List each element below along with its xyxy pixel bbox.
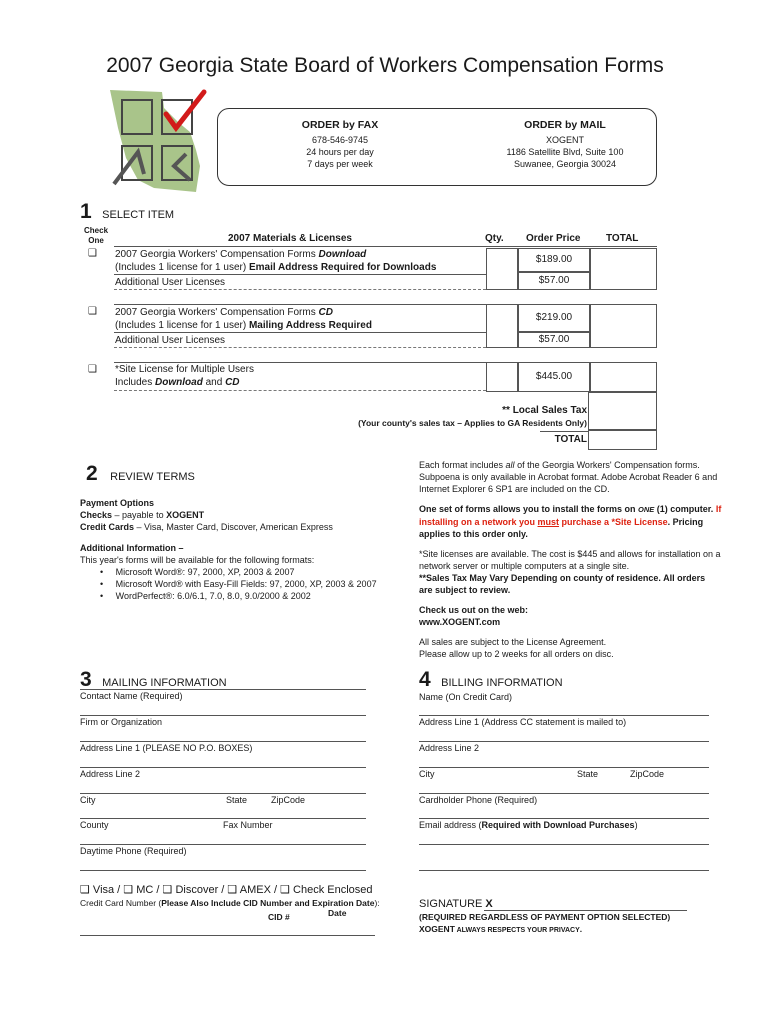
r1b: all [505, 460, 515, 470]
visa-label: Visa / [89, 884, 124, 896]
amex-label: AMEX / [237, 884, 281, 896]
r4c: (1) computer. [654, 504, 716, 514]
order-mail-heading: ORDER by MAIL [524, 119, 606, 131]
r9: **Sales Tax May Vary Depending on county of residence. All orders [419, 573, 706, 583]
section3-number: 3 [80, 668, 92, 691]
order-fax [270, 119, 410, 170]
r5a: installing on a network you [419, 517, 538, 527]
payment-heading: Payment Options [80, 498, 155, 508]
one-label: One [88, 236, 104, 245]
mail-city: Suwanee, Georgia 30024 [513, 159, 617, 169]
mail-state-field[interactable]: State [226, 795, 248, 805]
signature-x: X [485, 898, 493, 910]
section2-title: REVIEW TERMS [110, 471, 195, 483]
format-item: Microsoft Word®: 97, 2000, XP, 2003 & 2007 [115, 567, 295, 577]
date-field[interactable]: Date [328, 908, 347, 918]
signature-field[interactable] [419, 898, 493, 910]
format-list: • Microsoft Word®: 97, 2000, XP, 2003 & 2007 • Microsoft Word® with Easy-Fill Fields: 97, 2000, XP, 2003 & 2007 • WordPerfect®: 6.0/6.1, 7.0, 8.0, 9.0/2000 & 2002 [100, 567, 377, 601]
tax-cell[interactable] [588, 392, 657, 430]
email-a: Email address ( [419, 820, 482, 830]
item2-total-cell [590, 304, 657, 348]
checks-text: – payable to [112, 510, 167, 520]
item2-line1: 2007 Georgia Workers' Compensation Forms [115, 307, 319, 318]
r7: *Site licenses are available. The cost is $445 and allows for installation on a [419, 549, 721, 559]
check-label: Check [84, 226, 109, 235]
item1-desc [115, 248, 436, 274]
billing-addr2-field[interactable]: Address Line 2 [419, 743, 480, 753]
mail-street: 1186 Satellite Blvd, Suite 100 [506, 147, 624, 157]
item3-line1: *Site License for Multiple Users [115, 364, 254, 375]
mail-addr1-field[interactable]: Address Line 1 (PLEASE NO P.O. BOXES) [80, 743, 253, 753]
payment-method-options [80, 883, 373, 896]
daytime-phone-field[interactable]: Daytime Phone (Required) [80, 846, 187, 856]
r5d: . Pricing [667, 517, 704, 527]
r10: are subject to review. [419, 585, 511, 595]
col-materials: 2007 Materials & Licenses [228, 233, 352, 244]
item2-line2: (Includes 1 license for 1 user) [115, 320, 249, 331]
mail-company: XOGENT [545, 135, 584, 145]
fax-phone: 678-546-9745 [311, 135, 369, 145]
payment-options [80, 497, 410, 533]
cc-number-label [80, 898, 380, 908]
check-enclosed-label: Check Enclosed [289, 884, 373, 896]
cards-text: – Visa, Master Card, Discover, American Express [134, 522, 333, 532]
section2-header [86, 462, 195, 486]
order-fax-heading: ORDER by FAX [301, 119, 379, 131]
r13: All sales are subject to the License Agreement. [419, 637, 607, 647]
item1-line1: 2007 Georgia Workers' Compensation Forms [115, 249, 319, 260]
mc-label: MC / [133, 884, 163, 896]
item1-total-cell [590, 248, 657, 290]
fax-hours: 24 hours per day [306, 147, 374, 157]
county-field[interactable]: County [80, 820, 109, 830]
total-cell[interactable] [588, 430, 657, 450]
r11: Check us out on the web: [419, 605, 529, 615]
email-b: Required with Download Purchases [481, 820, 635, 830]
r3: Internet Explorer 6 SP1 are included on the CD. [419, 484, 610, 494]
cardholder-phone-field[interactable]: Cardholder Phone (Required) [419, 795, 538, 805]
item1-line2: (Includes 1 license for 1 user) [115, 262, 249, 273]
mc-checkbox[interactable]: ❑ [123, 884, 134, 896]
billing-email-field[interactable] [419, 820, 638, 830]
format-item: WordPerfect®: 6.0/6.1, 7.0, 8.0, 9.0/2000 & 2002 [115, 591, 311, 601]
discover-checkbox[interactable]: ❑ [162, 884, 173, 896]
privacy-a: XOGENT [419, 924, 455, 934]
tax-label: ** Local Sales Tax [502, 405, 587, 416]
col-total: TOTAL [606, 233, 639, 244]
section1-number: 1 [80, 200, 92, 223]
discover-label: Discover / [172, 884, 228, 896]
r1a: Each format includes [419, 460, 506, 470]
billing-zip-field[interactable]: ZipCode [630, 769, 665, 779]
r6: applies to this order only. [419, 529, 528, 539]
section4-number: 4 [419, 668, 431, 691]
firm-field[interactable]: Firm or Organization [80, 717, 163, 727]
privacy-note [419, 924, 582, 934]
cc-b: Please Also Include CID Number and Expiration Date [161, 898, 375, 908]
item1-additional: Additional User Licenses [115, 277, 226, 288]
item1-download: Download [318, 249, 367, 260]
terms-right [419, 459, 739, 660]
item3-cd: CD [225, 377, 240, 388]
r4a: One set of forms allows you to install the forms on [419, 504, 639, 514]
item2-mailing-required: Mailing Address Required [248, 320, 372, 331]
additional-info [80, 542, 410, 602]
r5c: purchase a *Site License [559, 517, 668, 527]
email-c: ) [634, 820, 638, 830]
r4d: If [715, 504, 722, 514]
item2-additional: Additional User Licenses [115, 335, 226, 346]
billing-state-field[interactable]: State [577, 769, 599, 779]
section4-header [419, 668, 563, 692]
cid-field[interactable]: CID # [268, 912, 290, 922]
item3-line2a: Includes [115, 377, 156, 388]
item2-qty-cell[interactable] [486, 304, 518, 348]
item2-add-price: $57.00 [518, 332, 590, 348]
item2-desc [115, 306, 372, 332]
check-enclosed-checkbox[interactable]: ❑ [280, 884, 290, 896]
item1-email-required: Email Address Required for Downloads [248, 262, 437, 273]
addl-heading: Additional Information – [80, 543, 184, 553]
item3-price: $445.00 [518, 362, 590, 392]
mail-zip-field[interactable]: ZipCode [271, 795, 306, 805]
item3-and: and [202, 377, 226, 388]
web-link[interactable]: www.XOGENT.com [419, 617, 501, 627]
fax-field[interactable]: Fax Number [223, 820, 273, 830]
item1-add-price: $57.00 [518, 272, 590, 290]
r5b: must [537, 517, 560, 527]
cc-a: Credit Card Number ( [80, 898, 162, 908]
georgia-logo-icon [104, 88, 216, 194]
col-qty: Qty. [485, 233, 504, 244]
page-title: 2007 Georgia State Board of Workers Compensation Forms [106, 54, 664, 77]
section1-title: SELECT ITEM [102, 209, 175, 221]
r14: Please allow up to 2 weeks for all orders on disc. [419, 649, 614, 659]
checks-label: Checks [80, 510, 113, 520]
cc-c: ): [374, 898, 380, 908]
billing-name-field[interactable]: Name (On Credit Card) [419, 692, 513, 702]
r8: network server or multiple computers at a single site. [419, 561, 630, 571]
visa-checkbox[interactable]: ❑ [80, 884, 90, 896]
cards-label: Credit Cards [80, 522, 135, 532]
r2: Subpoena is only available in Acrobat format. Adobe Acrobat Reader 6 and [419, 472, 718, 482]
item2-price: $219.00 [518, 304, 590, 332]
billing-addr1-field[interactable]: Address Line 1 (Address CC statement is mailed to) [419, 717, 627, 727]
item2-cd: CD [318, 307, 333, 318]
signature-note: (REQUIRED REGARDLESS OF PAYMENT OPTION SELECTED) [419, 912, 671, 922]
billing-city-field[interactable]: City [419, 769, 435, 779]
fax-days: 7 days per week [307, 159, 373, 169]
tax-note: (Your county's sales tax – Applies to GA Residents Only) [358, 418, 587, 428]
item1-qty-cell[interactable] [486, 248, 518, 290]
total-label: TOTAL [554, 434, 587, 445]
item3-desc [115, 363, 254, 389]
item3-qty-cell[interactable] [486, 362, 518, 392]
format-item: Microsoft Word® with Easy-Fill Fields: 97, 2000, XP, 2003 & 2007 [115, 579, 377, 589]
section1-header [80, 200, 174, 224]
item2-checkbox[interactable]: ❑ [88, 306, 97, 317]
item1-checkbox[interactable]: ❑ [88, 248, 97, 259]
section2-number: 2 [86, 462, 98, 485]
order-mail [480, 119, 650, 170]
section4-title: BILLING INFORMATION [441, 677, 563, 689]
r1c: of the Georgia Workers' Compensation forms. [514, 460, 700, 470]
col-price: Order Price [526, 233, 581, 244]
r4b: ONE [638, 505, 655, 514]
mail-addr2-field[interactable]: Address Line 2 [80, 769, 141, 779]
item3-total-cell [590, 362, 657, 392]
check-one-label [84, 226, 108, 246]
item3-checkbox[interactable]: ❑ [88, 364, 97, 375]
section3-title: MAILING INFORMATION [102, 677, 227, 689]
amex-checkbox[interactable]: ❑ [227, 884, 238, 896]
addl-intro: This year's forms will be available for the following formats: [80, 555, 315, 565]
privacy-c: . [579, 924, 583, 934]
checks-payee: XOGENT [166, 510, 205, 520]
mail-city-field[interactable]: City [80, 795, 96, 805]
privacy-b: ALWAYS RESPECTS YOUR PRIVACY [454, 927, 580, 934]
contact-field[interactable]: Contact Name (Required) [80, 691, 183, 701]
item1-price: $189.00 [518, 248, 590, 272]
signature-label: SIGNATURE [419, 898, 486, 910]
order-box [217, 108, 657, 186]
item3-download: Download [155, 377, 203, 388]
